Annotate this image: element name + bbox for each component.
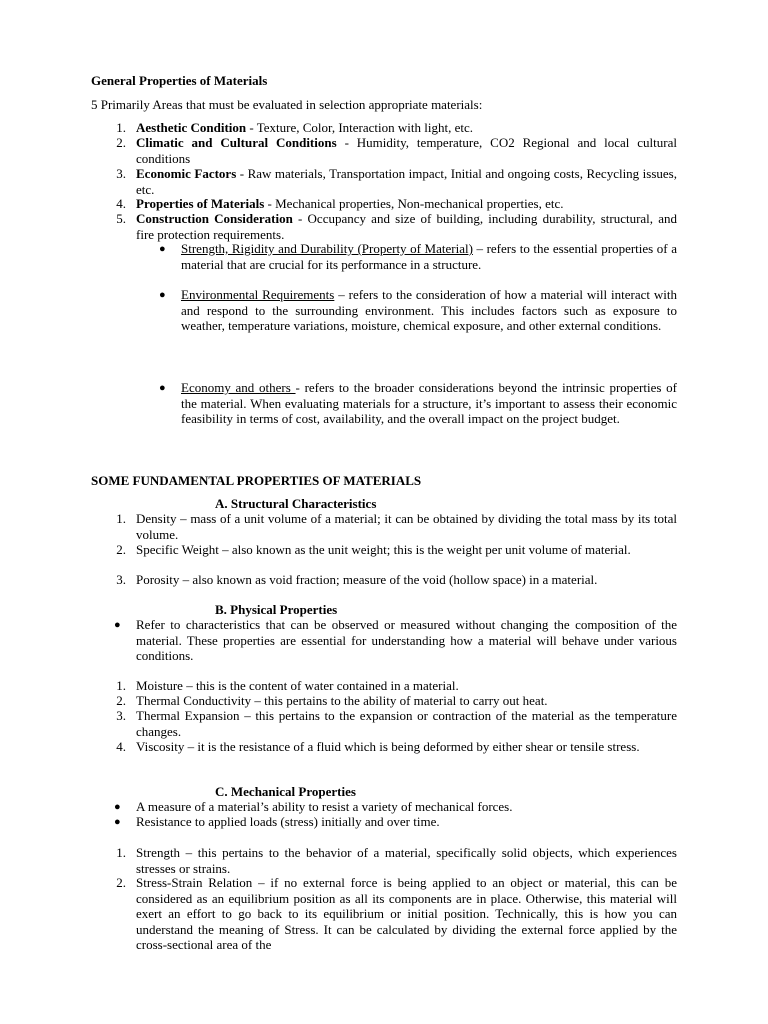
list-item: Strength – this pertains to the behavior of a material, specifically solid objects, which experiences stresses or strains. <box>136 845 677 876</box>
area-item <box>136 120 677 136</box>
bullet-icon: ● <box>114 619 121 631</box>
area-term: Climatic and Cultural Conditions <box>136 135 337 150</box>
list-number: 3. <box>116 708 126 723</box>
intro-text: 5 Primarily Areas that must be evaluated in selection appropriate materials: <box>91 97 483 112</box>
list-number: 3. <box>116 572 126 587</box>
list-number: 1. <box>116 511 126 526</box>
list-item: Density – mass of a unit volume of a material; it can be obtained by dividing the total mass by its total volume. <box>136 511 677 542</box>
area-number: 2. <box>116 135 126 150</box>
bullet-icon: ● <box>114 801 121 813</box>
list-number: 1. <box>116 678 126 693</box>
list-number: 2. <box>116 875 126 890</box>
area-desc: - Mechanical properties, Non-mechanical properties, etc. <box>264 196 564 211</box>
consideration-item <box>181 287 677 334</box>
area-item <box>136 135 677 166</box>
list-item: Porosity – also known as void fraction; measure of the void (hollow space) in a material. <box>136 572 598 587</box>
structural-heading: A. Structural Characteristics <box>215 496 377 511</box>
area-item <box>136 166 677 197</box>
bullet-icon: ● <box>114 816 121 828</box>
consideration-item <box>181 380 677 427</box>
consideration-term: Economy and others <box>181 380 296 395</box>
area-desc: - Humidity, temperature, CO2 Regional and local cultural conditions <box>136 135 677 166</box>
physical-bullet: Refer to characteristics that can be observed or measured without changing the composition of the material. These properties are essential for understanding how a material will behave under various conditions. <box>136 617 677 663</box>
list-number: 4. <box>116 739 126 754</box>
area-number: 4. <box>116 196 126 211</box>
area-term: Economic Factors <box>136 166 237 181</box>
consideration-desc: – refers to the essential properties of a material that are crucial for its performance in a structure. <box>181 241 677 272</box>
area-term: Aesthetic Condition <box>136 120 247 135</box>
list-item: Thermal Conductivity – this pertains to the ability of material to carry out heat. <box>136 693 548 708</box>
list-item: Viscosity – it is the resistance of a fluid which is being deformed by either shear or tensile stress. <box>136 739 640 754</box>
document-title: General Properties of Materials <box>91 73 268 88</box>
bullet-icon: ● <box>159 289 166 301</box>
mechanical-bullet: Resistance to applied loads (stress) initially and over time. <box>136 814 440 829</box>
area-desc: - Texture, Color, Interaction with light, etc. <box>246 120 473 135</box>
area-desc: - Occupancy and size of building, including durability, structural, and fire protection requirements. <box>136 211 677 242</box>
list-number: 2. <box>116 542 126 557</box>
consideration-desc: – refers to the consideration of how a material will interact with and respond to the surrounding environment. This includes factors such as exposure to weather, temperature variations, moisture, chemical exposure, and other external conditions. <box>181 287 678 333</box>
list-item: Stress-Strain Relation – if no external force is being applied to an object or material, this can be considered as an equilibrium position as all its components are in place. Otherwise, this material will exert an effort to go back to its equilibrium or initial position. Technically, this is how you can understand the meaning of Stress. It can be calculated by dividing the external force applied by the cross-sectional area of the <box>136 875 677 952</box>
list-number: 2. <box>116 693 126 708</box>
list-item: Thermal Expansion – this pertains to the expansion or contraction of the material as the temperature changes. <box>136 708 677 739</box>
area-number: 1. <box>116 120 126 135</box>
mechanical-bullet: A measure of a material’s ability to resist a variety of mechanical forces. <box>136 799 513 814</box>
list-item: Specific Weight – also known as the unit weight; this is the weight per unit volume of material. <box>136 542 631 557</box>
fundamental-title: SOME FUNDAMENTAL PROPERTIES OF MATERIALS <box>91 473 422 488</box>
bullet-icon: ● <box>159 243 166 255</box>
physical-heading: B. Physical Properties <box>215 602 338 617</box>
consideration-term: Strength, Rigidity and Durability (Property of Material) <box>181 241 473 256</box>
area-number: 3. <box>116 166 126 181</box>
area-desc: - Raw materials, Transportation impact, Initial and ongoing costs, Recycling issues, etc. <box>136 166 677 197</box>
consideration-term: Environmental Requirements <box>181 287 335 302</box>
list-number: 1. <box>116 845 126 860</box>
mechanical-heading: C. Mechanical Properties <box>215 784 356 799</box>
consideration-item <box>181 241 677 272</box>
area-item <box>136 211 677 242</box>
area-number: 5. <box>116 211 126 226</box>
area-item <box>136 196 677 212</box>
bullet-icon: ● <box>159 382 166 394</box>
area-term: Properties of Materials <box>136 196 265 211</box>
consideration-desc: - refers to the broader considerations beyond the intrinsic properties of the material. When evaluating materials for a structure, it’s important to assess their economic feasibility in terms of cost, availability, and the overall impact on the project budget. <box>181 380 677 426</box>
list-item: Moisture – this is the content of water contained in a material. <box>136 678 459 693</box>
area-term: Construction Consideration <box>136 211 293 226</box>
